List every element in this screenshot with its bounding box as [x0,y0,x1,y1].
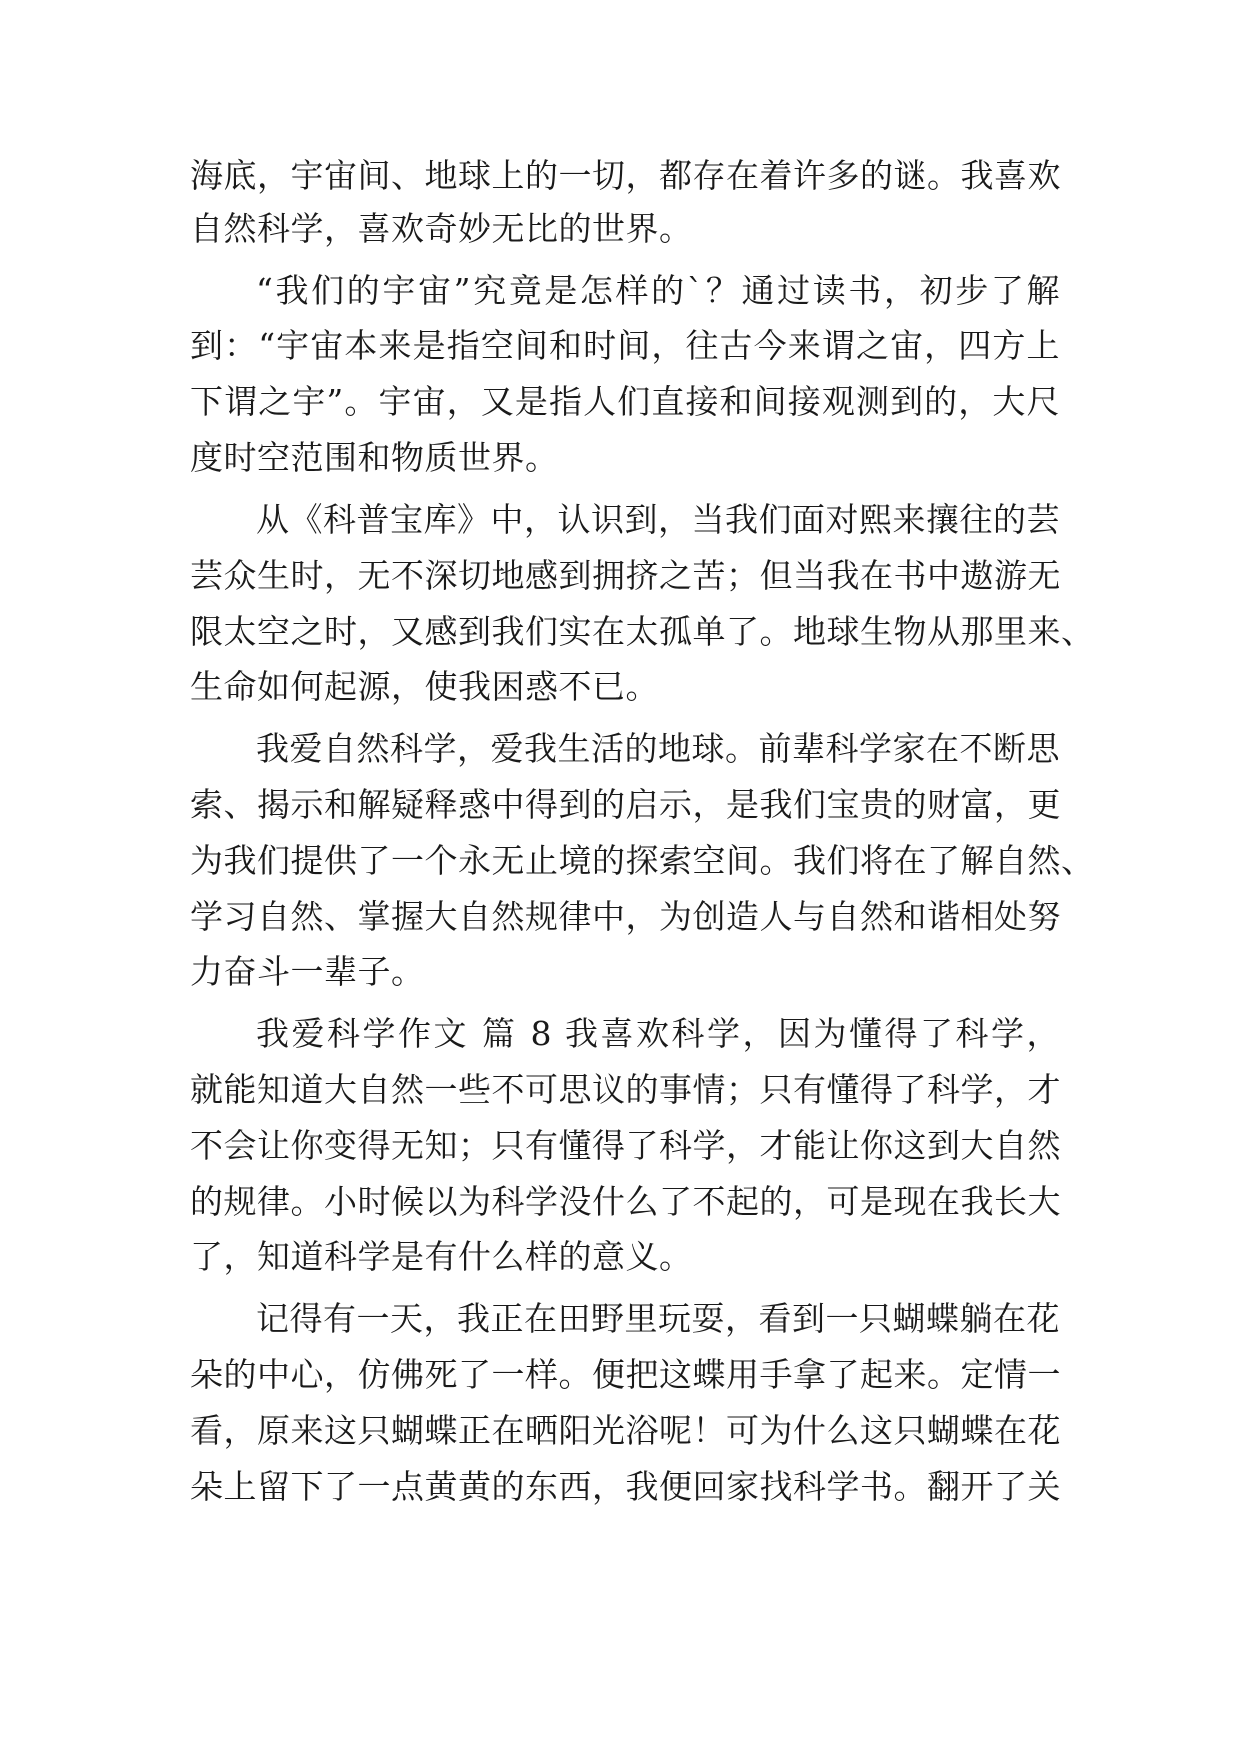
text-line: 就能知道大自然一些不可思议的事情；只有懂得了科学，才 [190,1070,1061,1109]
text-line: 生命如何起源，使我困惑不已。 [190,667,659,706]
text-line: 到：“宇宙本来是指空间和时间，往古今来谓之宙，四方上 [190,326,1060,365]
text-line: 从《科普宝库》中，认识到，当我们面对熙来攘往的芸 [256,500,1060,539]
text-line: 我爱科学作文 篇 8 我喜欢科学，因为懂得了科学， [256,1014,1060,1053]
text-line: 索、揭示和解疑释惑中得到的启示，是我们宝贵的财富，更 [190,785,1061,824]
text-line: 力奋斗一辈子。 [190,952,425,991]
text-line: 记得有一天，我正在田野里玩耍，看到一只蝴蝶躺在花 [256,1299,1060,1338]
text-line: 我爱自然科学，爱我生活的地球。前辈科学家在不断思 [256,729,1060,768]
text-line: 学习自然、掌握大自然规律中，为创造人与自然和谐相处努 [190,897,1061,936]
text-line: 下谓之宇”。宇宙，又是指人们直接和间接观测到的，大尺 [190,382,1060,421]
text-line: 朵的中心，仿佛死了一样。便把这蝶用手拿了起来。定情一 [190,1355,1061,1394]
text-line: 的规律。小时候以为科学没什么了不起的，可是现在我长大 [190,1182,1061,1221]
text-line: “我们的宇宙”究竟是怎样的`？通过读书，初步了解 [256,271,1060,310]
text-line: 限太空之时，又感到我们实在太孤单了。地球生物从那里来、 [190,612,1095,651]
text-line: 自然科学，喜欢奇妙无比的世界。 [190,209,693,248]
text-line: 海底，宇宙间、地球上的一切，都存在着许多的谜。我喜欢 [190,156,1061,195]
text-line: 了，知道科学是有什么样的意义。 [190,1237,693,1276]
text-line: 度时空范围和物质世界。 [190,438,559,477]
text-line: 朵上留下了一点黄黄的东西，我便回家找科学书。翻开了关 [190,1467,1061,1506]
text-line: 看，原来这只蝴蝶正在晒阳光浴呢！可为什么这只蝴蝶在花 [190,1411,1061,1450]
text-line: 为我们提供了一个永无止境的探索空间。我们将在了解自然、 [190,841,1095,880]
text-line: 芸众生时，无不深切地感到拥挤之苦；但当我在书中遨游无 [190,556,1061,595]
text-line: 不会让你变得无知；只有懂得了科学，才能让你这到大自然 [190,1126,1061,1165]
